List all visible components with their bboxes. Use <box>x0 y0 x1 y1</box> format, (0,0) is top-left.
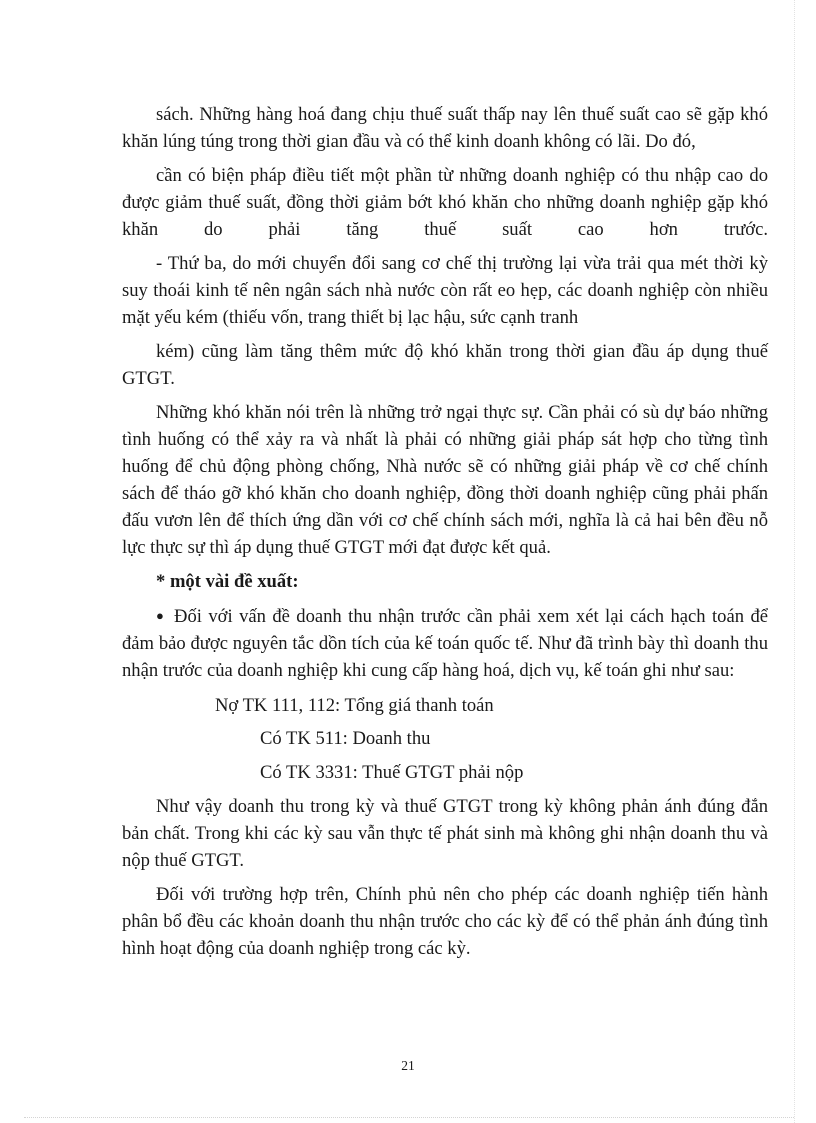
paragraph-8: Đối với trường hợp trên, Chính phủ nên cho phép các doanh nghiệp tiến hành phân bổ đều các khoản doanh thu nhận trước cho các kỳ để có thể phản ánh đúng tình hình hoạt động của doanh nghiệp trong các kỳ. <box>122 884 768 959</box>
body-text <box>122 101 768 962</box>
paragraph-6-text: Đối với vấn đề doanh thu nhận trước cần phải xem xét lại cách hạch toán để đảm bảo được nguyên tắc dồn tích của kế toán quốc tế. Như đã trình bày thì doanh thu nhận trước của doanh nghiệp khi cung cấp hàng hoá, dịch vụ, kế toán ghi như sau: <box>122 606 768 681</box>
paragraph-2: cần có biện pháp điều tiết một phần từ những doanh nghiệp có thu nhập cao do được giảm thuế suất, đồng thời giảm bớt khó khăn cho những doanh nghiệp gặp khó khăn do phải tăng thuế suất cao hơn trước. <box>122 165 768 240</box>
paragraph-4: kém) cũng làm tăng thêm mức độ khó khăn trong thời gian đầu áp dụng thuế GTGT. <box>122 341 768 389</box>
paragraph-1: sách. Những hàng hoá đang chịu thuế suất thấp nay lên thuế suất cao sẽ gặp khó khăn lúng túng trong thời gian đầu và có thể kinh doanh không có lãi. Do đó, <box>122 104 768 152</box>
page-number: 21 <box>401 1058 415 1073</box>
paragraph-5: Những khó khăn nói trên là những trở ngại thực sự. Cần phải có sù dự báo những tình huống có thể xảy ra và nhất là phải có những giải pháp sát hợp cho từng tình huống để chủ động phòng chống, Nhà nước sẽ có những giải pháp về cơ chế chính sách để tháo gỡ khó khăn cho doanh nghiệp, đồng thời doanh nghiệp cũng phải phấn đấu vươn lên để thích ứng dần với cơ chế chính sách mới, nghĩa là cả hai bên đều nỗ lực thực sự thì áp dụng thuế GTGT mới đạt được kết quả. <box>122 402 768 558</box>
bullet-icon: ● <box>156 608 166 623</box>
page-right-edge-divider <box>794 0 795 1123</box>
section-heading: * một vài đề xuất: <box>156 571 299 592</box>
journal-entry-credit-revenue: Có TK 511: Doanh thu <box>260 728 431 749</box>
journal-entry-debit: Nợ TK 111, 112: Tổng giá thanh toán <box>215 695 494 716</box>
paragraph-3: - Thứ ba, do mới chuyển đổi sang cơ chế thị trường lại vừa trải qua mét thời kỳ suy thoái kinh tế nên ngân sách nhà nước còn rất eo hẹp, các doanh nghiệp còn nhiều mặt yếu kém (thiếu vốn, trang thiết bị lạc hậu, sức cạnh tranh <box>122 253 768 328</box>
paragraph-7: Như vậy doanh thu trong kỳ và thuế GTGT trong kỳ không phản ánh đúng đắn bản chất. Trong khi các kỳ sau vẫn thực tế phát sinh mà không ghi nhận doanh thu và nộp thuế GTGT. <box>122 796 768 871</box>
page-bottom-divider <box>24 1117 794 1118</box>
journal-entry-credit-vat: Có TK 3331: Thuế GTGT phải nộp <box>260 762 524 783</box>
paragraph-6 <box>122 602 768 684</box>
